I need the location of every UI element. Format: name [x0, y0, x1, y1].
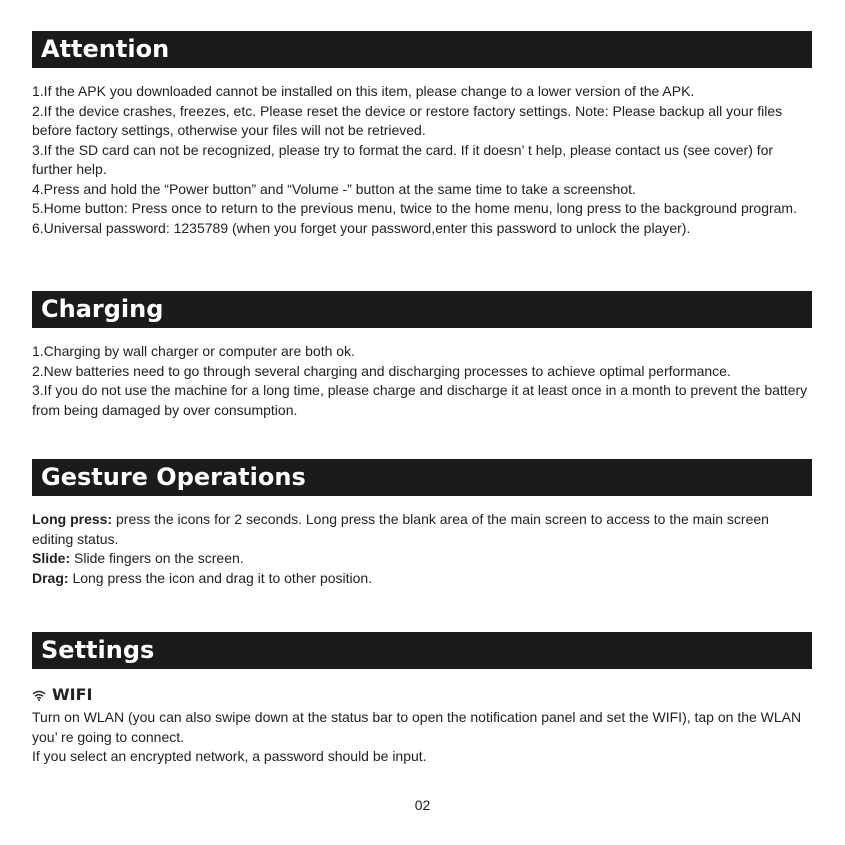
gesture-term: Slide: [32, 550, 71, 566]
gesture-slide [32, 549, 812, 569]
gesture-description: Slide fingers on the screen. [70, 550, 244, 566]
attention-item-6: 6.Universal password: 1235789 (when you forget your password,enter this password to unlock the player). [32, 219, 691, 236]
wifi-heading: WIFI [52, 685, 93, 704]
charging-heading: Charging [32, 291, 812, 328]
gestures-heading: Gesture Operations [32, 459, 812, 496]
wifi-body [32, 708, 812, 767]
attention-item-1: 1.If the APK you downloaded cannot be installed on this item, please change to a lower version of the APK. [32, 83, 695, 99]
gestures-body [32, 510, 812, 588]
attention-body [32, 82, 812, 238]
page-number: 02 [414, 797, 431, 813]
gesture-term: Drag: [32, 569, 69, 586]
gesture-description: press the icons for 2 seconds. Long press the blank area of the main screen to access to the main screen editing status. [32, 511, 769, 547]
wifi-subheading [32, 685, 812, 705]
attention-item-2: 2.If the device crashes, freezes, etc. Please reset the device or restore factory settings. Note: Please backup all your files before factory settings, otherwise your files will not be retrieved. [32, 102, 783, 138]
attention-heading: Attention [32, 31, 812, 68]
attention-item-3: 3.If the SD card can not be recognized, please try to format the card. If it doesn’ t help, please contact us (see cover) for further help. [32, 141, 774, 177]
attention-item-4: 4.Press and hold the “Power button” and “Volume -” button at the same time to take a screenshot. [32, 180, 636, 197]
gesture-drag [32, 569, 812, 589]
gesture-term: Long press: [32, 511, 113, 527]
charging-item-1: 1.Charging by wall charger or computer are both ok. [32, 343, 355, 359]
settings-heading: Settings [32, 632, 812, 669]
attention-section [32, 31, 812, 238]
wifi-icon [32, 690, 46, 701]
charging-item-2: 2.New batteries need to go through several charging and discharging processes to achieve optimal performance. [32, 362, 731, 379]
gesture-long-press [32, 510, 812, 549]
charging-section [32, 291, 812, 420]
attention-item-5: 5.Home button: Press once to return to the previous menu, twice to the home menu, long press to the background program. [32, 200, 797, 216]
gestures-section [32, 459, 812, 588]
charging-body [32, 342, 812, 420]
gesture-description: Long press the icon and drag it to other position. [68, 569, 373, 586]
wifi-item-1: Turn on WLAN (you can also swipe down at the status bar to open the notification panel and set the WIFI), tap on the WLAN you’ re going to connect. [32, 709, 802, 745]
wifi-item-2: If you select an encrypted network, a password should be input. [32, 748, 427, 764]
settings-section [32, 632, 812, 767]
charging-item-3: 3.If you do not use the machine for a long time, please charge and discharge it at least once in a month to prevent the battery from being damaged by over consumption. [32, 382, 808, 418]
